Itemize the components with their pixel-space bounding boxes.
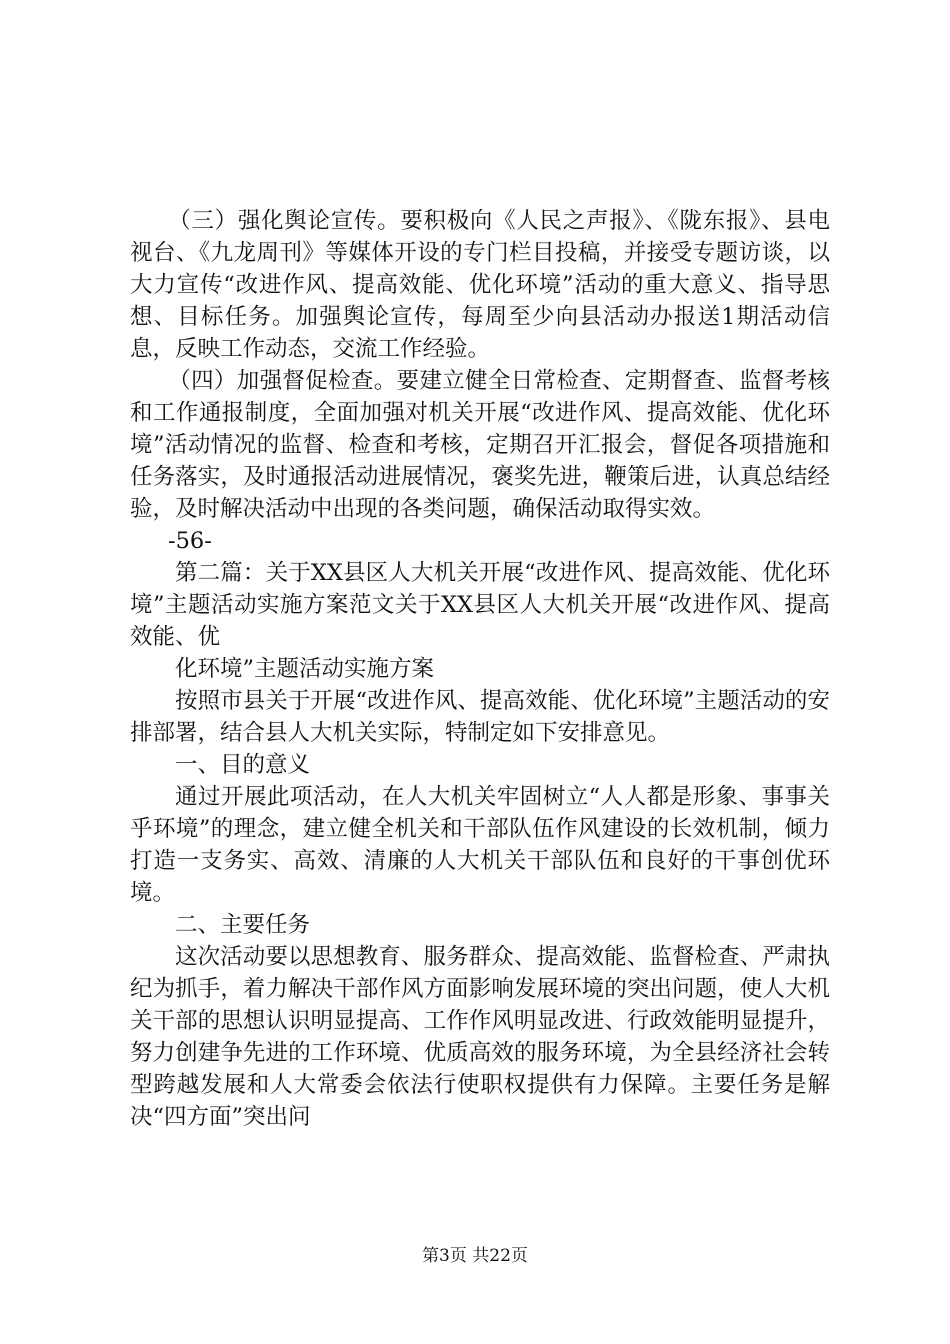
paragraph-supervision: （四）加强督促检查。要建立健全日常检查、定期督查、监督考核和工作通报制度，全面加强对机关开展“改进作风、提高效能、优化环境”活动情况的监督、检查和考核，定期召开汇报会，督促各项措施和任务落实，及时通报活动进展情况，褒奖先进，鞭策后进，认真总结经验，及时解决活动中出现的各类问题，确保活动取得实效。 — [130, 368, 830, 522]
section-heading-tasks: 二、主要任务 — [175, 912, 311, 938]
page-footer: 第3页 共22页 — [422, 1246, 528, 1266]
section-paragraph-purpose: 通过开展此项活动，在人大机关牢固树立“人人都是形象、事事关乎环境”的理念，建立健全机关和干部队伍作风建设的长效机制，倾力打造一支务实、高效、清廉的人大机关干部队伍和良好的干事创优环境。 — [130, 784, 830, 906]
page-marker: -56- — [168, 528, 212, 554]
paragraph-publicity: （三）强化舆论宣传。要积极向《人民之声报》、《陇东报》、县电视台、《九龙周刊》等媒体开设的专门栏目投稿，并接受专题访谈，以大力宣传“改进作风、提高效能、优化环境”活动的重大意义、指导思想、目标任务。加强舆论宣传，每周至少向县活动办报送1期活动信息，反映工作动态，交流工作经验。 — [130, 208, 830, 362]
second-article-heading-continued: 化环境”主题活动实施方案 — [175, 656, 435, 682]
second-article-heading: 第二篇：关于XX县区人大机关开展“改进作风、提高效能、优化环境”主题活动实施方案范文关于XX县区人大机关开展“改进作风、提高效能、优 — [130, 560, 830, 650]
section-heading-purpose: 一、目的意义 — [175, 752, 311, 778]
document-body — [130, 205, 830, 1133]
section-paragraph-tasks: 这次活动要以思想教育、服务群众、提高效能、监督检查、严肃执纪为抓手，着力解决干部作风方面影响发展环境的突出问题，使人大机关干部的思想认识明显提高、工作作风明显改进、行政效能明显提升，努力创建争先进的工作环境、优质高效的服务环境，为全县经济社会转型跨越发展和人大常委会依法行使职权提供有力保障。主要任务是解决“四方面”突出问 — [130, 944, 830, 1130]
intro-paragraph: 按照市县关于开展“改进作风、提高效能、优化环境”主题活动的安排部署，结合县人大机关实际，特制定如下安排意见。 — [130, 688, 830, 746]
